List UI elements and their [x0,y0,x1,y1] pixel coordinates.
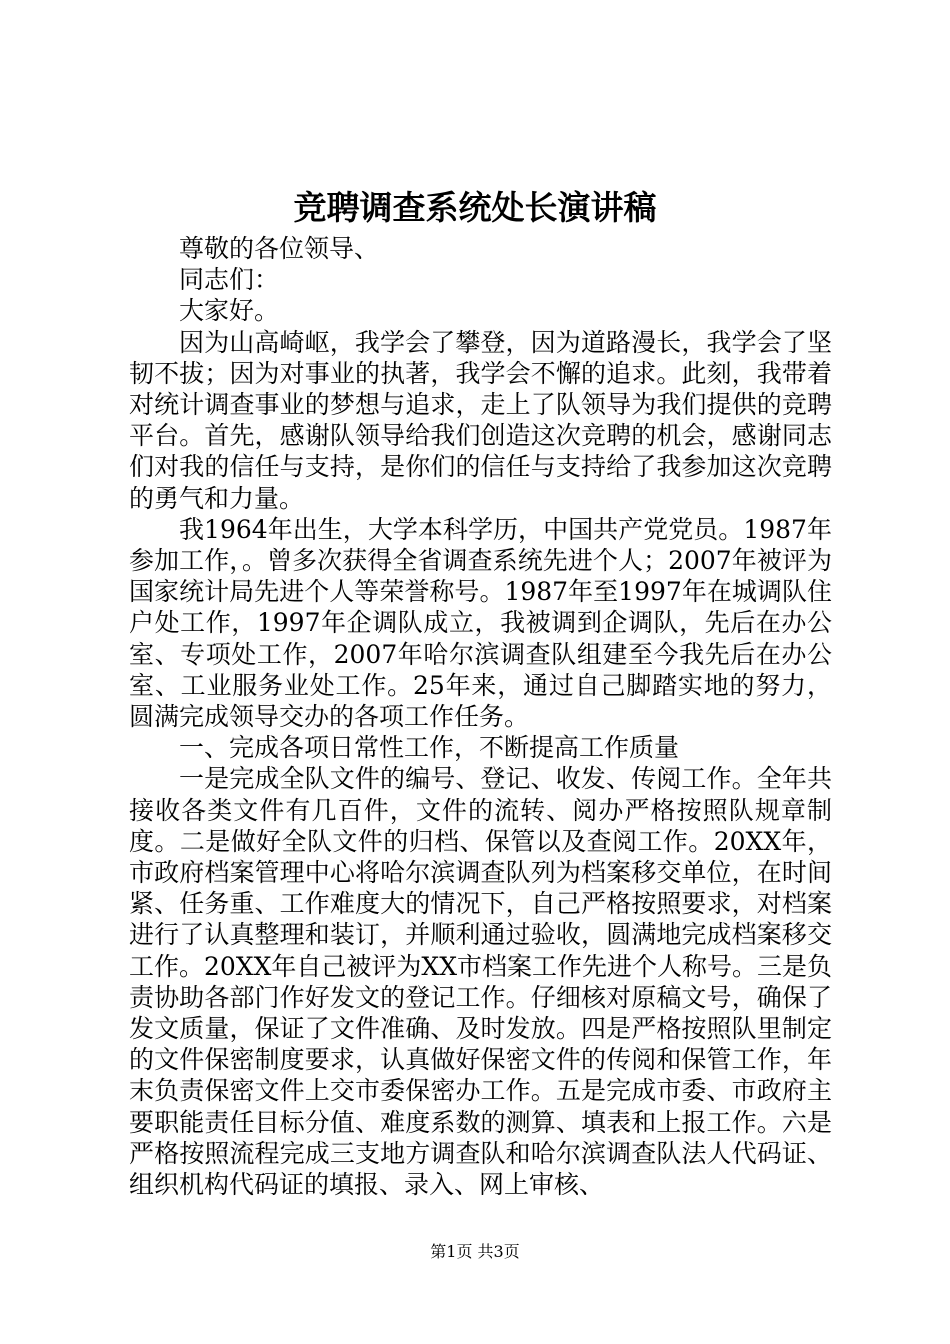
salutation-line-2: 同志们： [179,265,280,295]
page-number: 第1页 共3页 [430,1242,520,1261]
salutation-line-1: 尊敬的各位领导、 [179,234,380,263]
greeting-line: 大家好。 [179,296,280,326]
body-paragraph: 一是完成全队文件的编号、登记、收发、传阅工作。全年共接收各类文件有几百件，文件的流转、阅办严格按照队规章制度。二是做好全队文件的归档、保管以及查阅工作。20XX年，市政府档案管理中心将哈尔滨调查队列为档案移交单位，在时间紧、任务重、工作难度大的情况下，自己严格按照要求，对档案进行了认真整理和装订，并顺利通过验收，圆满地完成档案移交工作。20XX年自己被评为XX市档案工作先进个人称号。三是负责协助各部门作好发文的登记工作。仔细核对原稿文号，确保了发文质量，保证了文件准确、及时发放。四是严格按照队里制定的文件保密制度要求，认真做好保密文件的传阅和保管工作，年末负责保密文件上交市委保密办工作。五是完成市委、市政府主要职能责任目标分值、难度系数的测算、填表和上报工作。六是严格按照流程完成三支地方调查队和哈尔滨调查队法人代码证、组织机构代码证的填报、录入、网上审核、 [129,764,833,1200]
body-paragraph: 因为山高崎岖，我学会了攀登，因为道路漫长，我学会了坚韧不拔；因为对事业的执著，我学会不懈的追求。此刻，我带着对统计调查事业的梦想与追求，走上了队领导为我们提供的竞聘平台。首先，感谢队领导给我们创造这次竞聘的机会，感谢同志们对我的信任与支持，是你们的信任与支持给了我参加这次竞聘的勇气和力量。 [129,327,832,513]
document-title: 竞聘调查系统处长演讲稿 [293,188,657,227]
document-body [129,233,832,1200]
body-paragraph: 我1964年出生，大学本科学历，中国共产党党员。1987年参加工作，。曾多次获得全省调查系统先进个人；2007年被评为国家统计局先进个人等荣誉称号。1987年至1997年在城调队住户处工作，1997年企调队成立，我被调到企调队，先后在办公室、专项处工作，2007年哈尔滨调查队组建至今我先后在办公室、工业服务业处工作。25年来，通过自己脚踏实地的努力，圆满完成领导交办的各项工作任务。 [129,514,832,732]
section-heading: 一、完成各项日常性工作，不断提高工作质量 [179,733,680,763]
